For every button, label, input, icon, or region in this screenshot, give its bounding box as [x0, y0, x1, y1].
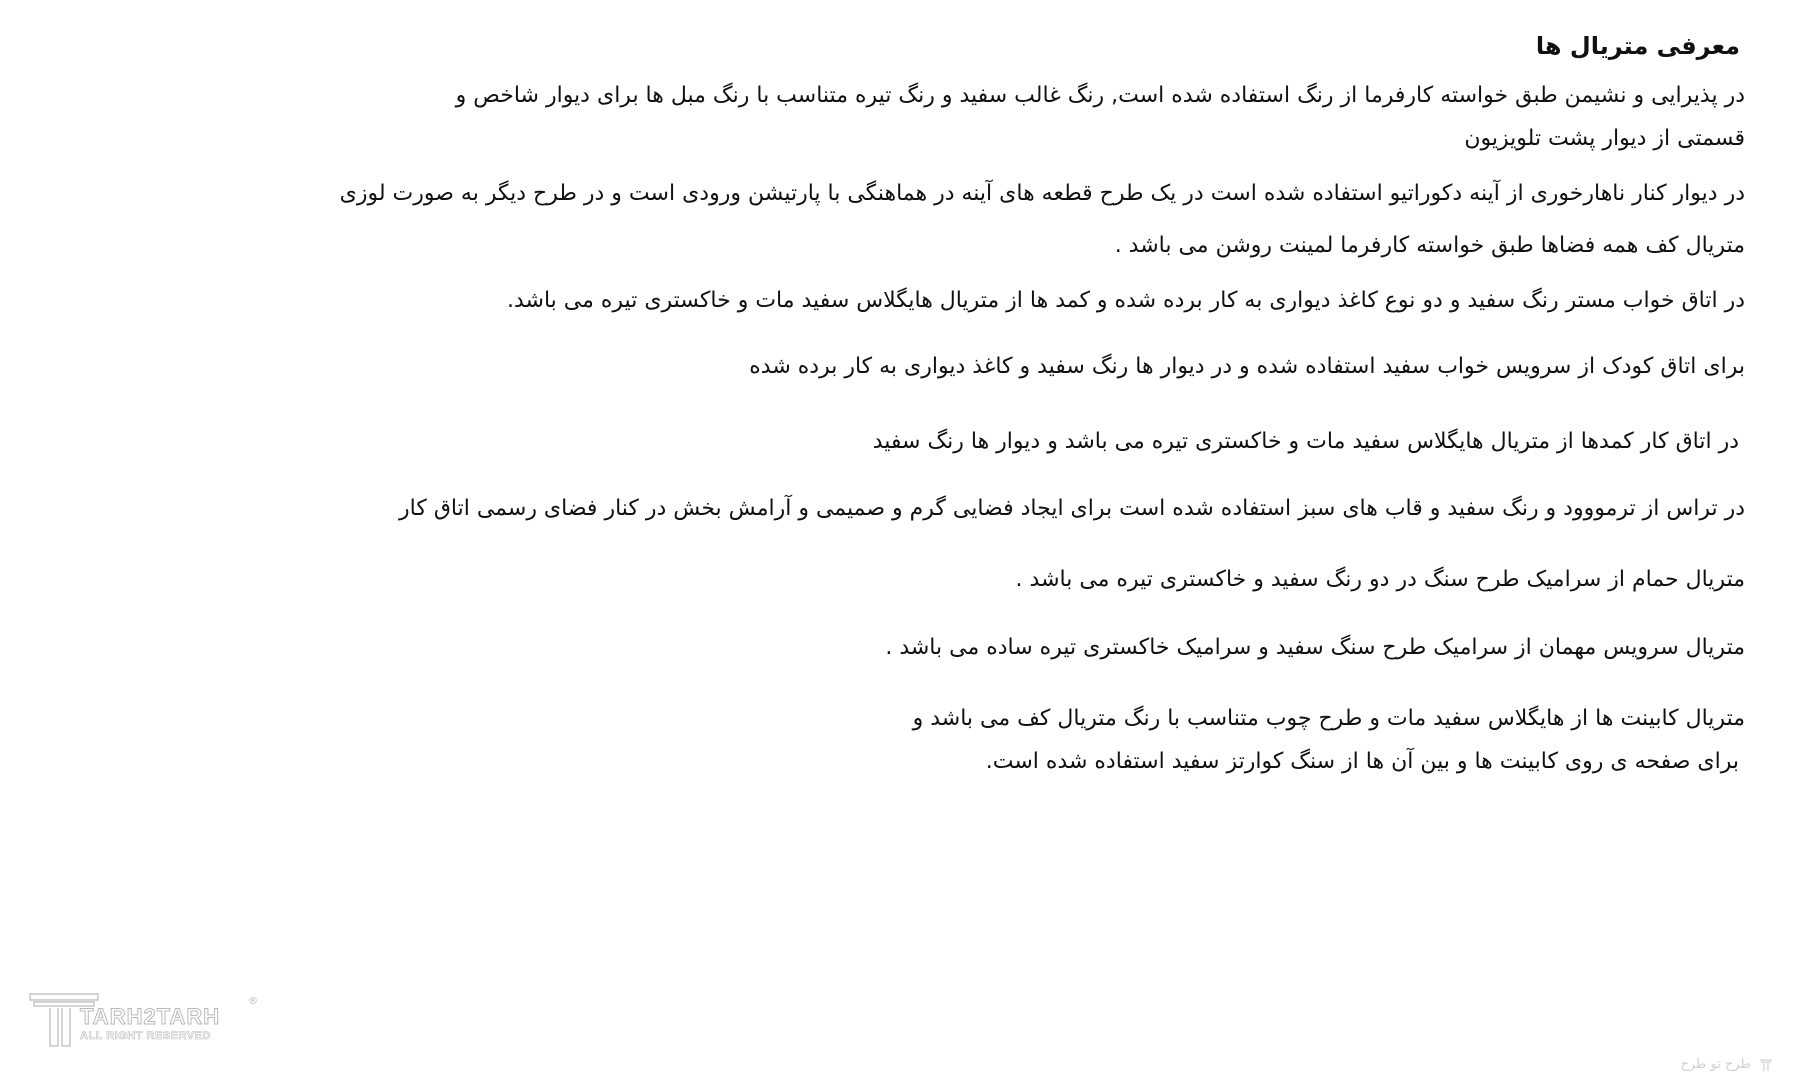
paragraph-line: متریال کف همه فضاها طبق خواسته کارفرما لمینت روشن می باشد .: [1114, 233, 1745, 258]
registered-mark: ®: [248, 996, 258, 1007]
paragraph-line: در پذیرایی و نشیمن طبق خواسته کارفرما از رنگ استفاده شده است, رنگ غالب سفید و رنگ تیره متناسب با رنگ مبل ها برای دیوار شاخص و: [455, 83, 1745, 108]
paragraph-line: در اتاق کار کمدها از متریال هایگلاس سفید مات و خاکستری تیره می باشد و دیوار ها رنگ سفید: [872, 429, 1739, 454]
paragraph-line: در دیوار کنار ناهارخوری از آینه دکوراتیو استفاده شده است در یک طرح قطعه های آینه در هماهنگی با پارتیشن ورودی است و در طرح دیگر به صورت لوزی: [339, 181, 1745, 206]
paragraph-line: متریال حمام از سرامیک طرح سنگ در دو رنگ سفید و خاکستری تیره می باشد .: [1015, 567, 1745, 592]
paragraph-line: در اتاق خواب مستر رنگ سفید و دو نوع کاغذ دیواری به کار برده شده و کمد ها از متریال هایگلاس سفید مات و خاکستری تیره می باشد.: [506, 288, 1745, 313]
tarh-logo-icon: [1759, 1058, 1773, 1072]
paragraph-line: متریال سرویس مهمان از سرامیک طرح سنگ سفید و سرامیک خاکستری تیره ساده می باشد .: [885, 635, 1745, 660]
document-title: معرفی متریال ها: [1535, 32, 1740, 60]
logo-tagline: ALL RIGHT RESERVED: [80, 1030, 211, 1042]
paragraph-line: برای اتاق کودک از سرویس خواب سفید استفاده شده و در دیوار ها رنگ سفید و کاغذ دیواری به کار برده شده: [749, 354, 1745, 379]
paragraph-line: متریال کابینت ها از هایگلاس سفید مات و طرح چوب متناسب با رنگ متریال کف می باشد و: [912, 706, 1745, 731]
paragraph-line: در تراس از ترمووود و رنگ سفید و قاب های سبز استفاده شده است برای ایجاد فضایی گرم و صمیمی و آرامش بخش در کنار فضای رسمی اتاق کار: [399, 496, 1745, 521]
watermark-text: طرح تو طرح: [1680, 1057, 1751, 1072]
paragraph-line: برای صفحه ی روی کابینت ها و بین آن ها از سنگ کوارتز سفید استفاده شده است.: [985, 749, 1739, 774]
logo-wordmark: TARH2TARH: [80, 1004, 221, 1029]
corner-watermark: [1680, 1057, 1773, 1072]
brand-logo: [28, 990, 258, 1052]
paragraph-line: قسمتی از دیوار پشت تلویزیون: [1464, 126, 1745, 151]
